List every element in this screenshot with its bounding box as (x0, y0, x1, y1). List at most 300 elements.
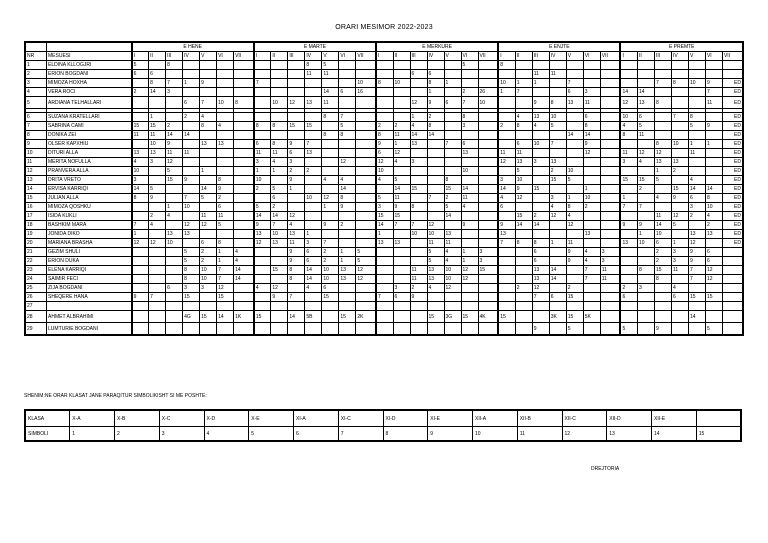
schedule-cell (234, 140, 254, 149)
schedule-cell (566, 149, 583, 158)
schedule-cell (234, 230, 254, 239)
class-symbol: 3 (159, 427, 204, 442)
schedule-cell: 2 (410, 284, 427, 293)
teacher-name: JONIDA DIKO (47, 230, 132, 239)
schedule-cell (722, 275, 743, 284)
schedule-cell (410, 167, 427, 176)
schedule-cell: 7 (654, 79, 671, 88)
teacher-name: BASHKIM MARA (47, 221, 132, 230)
schedule-cell (356, 239, 376, 248)
period-header: VII (234, 52, 254, 61)
schedule-cell (271, 131, 288, 140)
schedule-cell (688, 323, 705, 336)
schedule-cell: 8 (654, 275, 671, 284)
schedule-cell (149, 323, 166, 336)
schedule-cell (254, 302, 271, 311)
schedule-cell: 4K (478, 311, 498, 323)
schedule-cell (271, 323, 288, 336)
schedule-cell: 4 (271, 158, 288, 167)
schedule-cell: 15 (271, 266, 288, 275)
schedule-cell: 15 (444, 185, 461, 194)
schedule-cell: 6 (305, 248, 322, 257)
period-header: IV (305, 52, 322, 61)
schedule-cell: 2 (166, 122, 183, 131)
schedule-cell (339, 323, 356, 336)
schedule-cell (393, 167, 410, 176)
schedule-cell: 6 (376, 149, 393, 158)
schedule-cell (600, 221, 620, 230)
teacher-name: OLSER KAPXHIU (47, 140, 132, 149)
schedule-cell: 13 (410, 140, 427, 149)
schedule-cell: 3 (254, 158, 271, 167)
schedule-cell: 10 (393, 79, 410, 88)
schedule-cell (132, 212, 149, 221)
schedule-cell: 14 (234, 275, 254, 284)
schedule-cell: 6 (393, 293, 410, 302)
schedule-cell: 9 (132, 293, 149, 302)
schedule-cell (166, 311, 183, 323)
class-name: XI-C (338, 410, 383, 427)
schedule-cell: 6 (200, 239, 217, 248)
schedule-cell (566, 140, 583, 149)
teacher-name: PRANVERA ALLA (47, 167, 132, 176)
schedule-cell: 6 (305, 257, 322, 266)
schedule-cell: 15 (254, 311, 271, 323)
schedule-cell (600, 167, 620, 176)
schedule-cell (376, 88, 393, 97)
schedule-cell (393, 323, 410, 336)
schedule-cell (132, 257, 149, 266)
schedule-cell (234, 167, 254, 176)
schedule-cell: 6 (322, 284, 339, 293)
schedule-cell (234, 221, 254, 230)
schedule-cell: 5 (620, 323, 637, 336)
row-number: 28 (25, 311, 47, 323)
schedule-cell: 4 (671, 284, 688, 293)
period-header: V (200, 52, 217, 61)
schedule-cell (132, 248, 149, 257)
schedule-cell (166, 97, 183, 109)
schedule-cell: 8 (566, 203, 583, 212)
teacher-name: ISIDA KUKLI (47, 212, 132, 221)
teacher-name: DRITA VRETO (47, 176, 132, 185)
schedule-cell (600, 212, 620, 221)
schedule-cell: 11 (688, 149, 705, 158)
schedule-cell (132, 266, 149, 275)
schedule-cell: 10 (200, 266, 217, 275)
schedule-cell (600, 97, 620, 109)
row-number: 7 (25, 122, 47, 131)
schedule-cell (461, 230, 478, 239)
schedule-cell: 13 (166, 230, 183, 239)
schedule-cell: 9 (583, 140, 600, 149)
schedule-cell: 10 (688, 79, 705, 88)
schedule-cell: 11 (200, 212, 217, 221)
schedule-cell (498, 284, 515, 293)
schedule-cell: 13 (376, 239, 393, 248)
schedule-cell: 4 (583, 257, 600, 266)
row-number: 9 (25, 140, 47, 149)
schedule-cell (444, 293, 461, 302)
day-header: E MERKURE (376, 42, 498, 52)
table-row (25, 221, 743, 230)
schedule-cell: 2 (339, 221, 356, 230)
schedule-cell (200, 70, 217, 79)
schedule-cell: 5 (688, 122, 705, 131)
schedule-cell: 2 (549, 167, 566, 176)
schedule-cell: 10 (654, 230, 671, 239)
schedule-cell (722, 323, 743, 336)
schedule-cell: 6 (339, 88, 356, 97)
schedule-cell: 4 (427, 284, 444, 293)
schedule-cell: 14 (620, 88, 637, 97)
schedule-cell: 11 (583, 97, 600, 109)
schedule-cell (461, 158, 478, 167)
schedule-cell: 8 (549, 97, 566, 109)
teacher-name: AHMET ALBRAHIMI (47, 311, 132, 323)
schedule-cell (498, 266, 515, 275)
schedule-cell: 12 (217, 284, 234, 293)
schedule-cell: 13 (620, 239, 637, 248)
schedule-cell (393, 275, 410, 284)
schedule-cell (427, 140, 444, 149)
schedule-cell (254, 61, 271, 70)
schedule-cell: 6 (498, 203, 515, 212)
schedule-cell: 6 (271, 194, 288, 203)
schedule-cell (654, 88, 671, 97)
schedule-cell: 10 (637, 239, 654, 248)
schedule-cell: 10 (376, 167, 393, 176)
schedule-cell (166, 293, 183, 302)
schedule-cell (478, 275, 498, 284)
schedule-cell (549, 61, 566, 70)
schedule-cell (654, 122, 671, 131)
schedule-cell: 4 (566, 212, 583, 221)
schedule-cell (356, 167, 376, 176)
schedule-cell (339, 239, 356, 248)
schedule-cell: 10 (478, 97, 498, 109)
schedule-cell (671, 122, 688, 131)
schedule-cell (620, 61, 637, 70)
schedule-cell (705, 70, 722, 79)
schedule-cell: 14 (461, 185, 478, 194)
table-row (25, 79, 743, 88)
schedule-cell: 7 (149, 293, 166, 302)
schedule-cell (583, 239, 600, 248)
schedule-cell: 5 (217, 221, 234, 230)
schedule-cell (254, 323, 271, 336)
schedule-cell (356, 113, 376, 122)
schedule-cell: 12 (705, 266, 722, 275)
schedule-cell (271, 79, 288, 88)
schedule-cell: 7 (498, 239, 515, 248)
schedule-cell: 5 (427, 257, 444, 266)
schedule-cell: 1 (254, 167, 271, 176)
class-name: XI-D (383, 410, 428, 427)
teacher-name: ELDINA KLLOGJRI (47, 61, 132, 70)
schedule-cell: 2 (620, 284, 637, 293)
schedule-cell (234, 239, 254, 248)
schedule-cell (583, 212, 600, 221)
schedule-body (25, 61, 743, 336)
schedule-cell: 9 (671, 194, 688, 203)
table-row (25, 113, 743, 122)
schedule-cell: 8 (132, 194, 149, 203)
table-row (25, 311, 743, 323)
schedule-cell (376, 97, 393, 109)
schedule-cell (478, 158, 498, 167)
schedule-cell: 10 (566, 167, 583, 176)
schedule-cell: 14 (549, 275, 566, 284)
schedule-cell (339, 70, 356, 79)
schedule-cell (166, 323, 183, 336)
schedule-cell (478, 113, 498, 122)
schedule-cell (376, 311, 393, 323)
schedule-cell: 7 (322, 239, 339, 248)
schedule-cell (393, 266, 410, 275)
schedule-cell (566, 158, 583, 167)
schedule-cell (149, 248, 166, 257)
schedule-cell: 11 (305, 70, 322, 79)
schedule-cell (427, 158, 444, 167)
schedule-cell (688, 158, 705, 167)
schedule-cell (376, 61, 393, 70)
schedule-cell: 11 (600, 275, 620, 284)
schedule-cell: 1 (376, 230, 393, 239)
class-symbol: 15 (696, 427, 741, 442)
schedule-cell (600, 79, 620, 88)
schedule-cell: 11 (498, 149, 515, 158)
schedule-cell: 9 (322, 221, 339, 230)
schedule-cell: 2 (200, 248, 217, 257)
schedule-cell: 10 (444, 275, 461, 284)
schedule-cell: 10 (498, 79, 515, 88)
table-row (25, 323, 743, 336)
schedule-cell: 15 (393, 212, 410, 221)
schedule-cell (132, 323, 149, 336)
schedule-cell: 7 (339, 113, 356, 122)
schedule-cell (149, 167, 166, 176)
schedule-cell (132, 203, 149, 212)
schedule-cell: 6 (217, 203, 234, 212)
schedule-cell: 12 (498, 158, 515, 167)
schedule-cell (532, 88, 549, 97)
schedule-cell: 16 (356, 88, 376, 97)
schedule-cell: 4 (444, 257, 461, 266)
schedule-cell: 2 (532, 212, 549, 221)
schedule-cell (339, 149, 356, 158)
class-symbol: 11 (517, 427, 562, 442)
schedule-cell (149, 203, 166, 212)
schedule-cell (427, 293, 444, 302)
schedule-cell: 6 (688, 194, 705, 203)
schedule-cell (234, 284, 254, 293)
period-header: VII (356, 52, 376, 61)
table-row (25, 97, 743, 109)
schedule-cell (671, 176, 688, 185)
day-header: E PREMTE (620, 42, 743, 52)
schedule-cell: 15 (637, 176, 654, 185)
schedule-cell (549, 131, 566, 140)
schedule-cell: 14 (200, 185, 217, 194)
schedule-cell: 1 (305, 230, 322, 239)
schedule-cell: 9 (217, 185, 234, 194)
schedule-cell (183, 88, 200, 97)
schedule-cell: 3 (637, 284, 654, 293)
schedule-cell (461, 131, 478, 140)
schedule-cell: 9 (183, 176, 200, 185)
schedule-cell (200, 158, 217, 167)
schedule-cell: 3 (498, 176, 515, 185)
schedule-cell (288, 70, 305, 79)
schedule-cell (620, 79, 637, 88)
schedule-cell (620, 140, 637, 149)
schedule-cell: 2 (322, 248, 339, 257)
schedule-cell (271, 113, 288, 122)
schedule-cell (376, 266, 393, 275)
schedule-cell (549, 230, 566, 239)
schedule-cell: 1 (393, 140, 410, 149)
schedule-cell: 3 (132, 176, 149, 185)
schedule-cell (254, 248, 271, 257)
schedule-cell (322, 230, 339, 239)
schedule-cell: 13 (200, 140, 217, 149)
schedule-cell (234, 212, 254, 221)
schedule-cell (183, 140, 200, 149)
schedule-cell (515, 302, 532, 311)
schedule-cell: 8 (654, 97, 671, 109)
schedule-cell: 14 (393, 185, 410, 194)
schedule-cell (654, 70, 671, 79)
schedule-cell: 1 (339, 248, 356, 257)
schedule-cell: 1 (461, 257, 478, 266)
schedule-cell: 5 (654, 176, 671, 185)
schedule-cell (217, 167, 234, 176)
schedule-cell (478, 131, 498, 140)
schedule-cell: 7 (620, 203, 637, 212)
table-row (25, 248, 743, 257)
schedule-cell: 11 (444, 239, 461, 248)
schedule-cell: 4 (583, 248, 600, 257)
schedule-cell: 11 (288, 239, 305, 248)
table-row (25, 239, 743, 248)
table-row (25, 212, 743, 221)
schedule-cell: 7 (515, 88, 532, 97)
schedule-cell (132, 97, 149, 109)
schedule-cell (515, 248, 532, 257)
schedule-cell (478, 61, 498, 70)
schedule-cell (356, 302, 376, 311)
period-header: V (688, 52, 705, 61)
schedule-cell: 6 (637, 113, 654, 122)
schedule-cell (149, 97, 166, 109)
schedule-cell: 7 (549, 140, 566, 149)
schedule-cell: 2 (654, 248, 671, 257)
schedule-cell (305, 79, 322, 88)
schedule-cell (671, 88, 688, 97)
schedule-cell (183, 239, 200, 248)
schedule-cell: 11 (183, 149, 200, 158)
schedule-cell: 15 (498, 311, 515, 323)
schedule-cell: 4 (498, 194, 515, 203)
schedule-cell (478, 239, 498, 248)
schedule-cell: 1 (566, 194, 583, 203)
schedule-cell: 8 (200, 122, 217, 131)
row-number: 25 (25, 284, 47, 293)
period-header: IV (427, 52, 444, 61)
schedule-cell: 9 (705, 122, 722, 131)
schedule-cell (671, 311, 688, 323)
period-header: IV (671, 52, 688, 61)
schedule-cell (393, 257, 410, 266)
schedule-cell (200, 88, 217, 97)
schedule-cell (376, 275, 393, 284)
teacher-name: LUMTURIE BOGDANI (47, 323, 132, 336)
schedule-cell (637, 248, 654, 257)
schedule-cell (705, 61, 722, 70)
schedule-cell (305, 158, 322, 167)
schedule-cell (410, 323, 427, 336)
table-row (25, 176, 743, 185)
schedule-cell (637, 61, 654, 70)
schedule-cell: 2 (671, 167, 688, 176)
schedule-cell: 15 (183, 293, 200, 302)
period-header: III (654, 52, 671, 61)
schedule-cell: 5 (166, 167, 183, 176)
schedule-cell: 5B (305, 311, 322, 323)
schedule-cell (637, 257, 654, 266)
schedule-cell (410, 176, 427, 185)
schedule-cell: 5 (444, 203, 461, 212)
schedule-cell: 9 (427, 97, 444, 109)
schedule-cell: ED (722, 239, 743, 248)
schedule-cell (217, 323, 234, 336)
schedule-cell: 13 (271, 239, 288, 248)
schedule-cell (339, 79, 356, 88)
row-number: 11 (25, 158, 47, 167)
schedule-cell: 6 (149, 70, 166, 79)
schedule-cell (722, 248, 743, 257)
schedule-cell: 7 (132, 221, 149, 230)
schedule-cell: 9 (637, 221, 654, 230)
schedule-cell: 5 (566, 323, 583, 336)
schedule-cell: 10 (705, 203, 722, 212)
schedule-cell (166, 113, 183, 122)
symbols-table (24, 409, 742, 442)
schedule-cell (288, 203, 305, 212)
schedule-cell: 10 (183, 203, 200, 212)
schedule-cell (234, 88, 254, 97)
schedule-cell: 6 (654, 239, 671, 248)
schedule-cell (339, 97, 356, 109)
schedule-cell (671, 149, 688, 158)
schedule-cell (254, 70, 271, 79)
schedule-cell: 1 (532, 79, 549, 88)
schedule-cell: 15 (461, 311, 478, 323)
schedule-cell (600, 158, 620, 167)
schedule-cell: ED (722, 88, 743, 97)
schedule-cell (549, 323, 566, 336)
schedule-cell: 3 (688, 203, 705, 212)
schedule-cell (620, 185, 637, 194)
schedule-cell (654, 284, 671, 293)
schedule-cell (234, 79, 254, 88)
schedule-cell (356, 149, 376, 158)
schedule-cell: 6 (132, 70, 149, 79)
schedule-cell: 1K (234, 311, 254, 323)
period-header: VI (217, 52, 234, 61)
schedule-cell: 11 (410, 275, 427, 284)
